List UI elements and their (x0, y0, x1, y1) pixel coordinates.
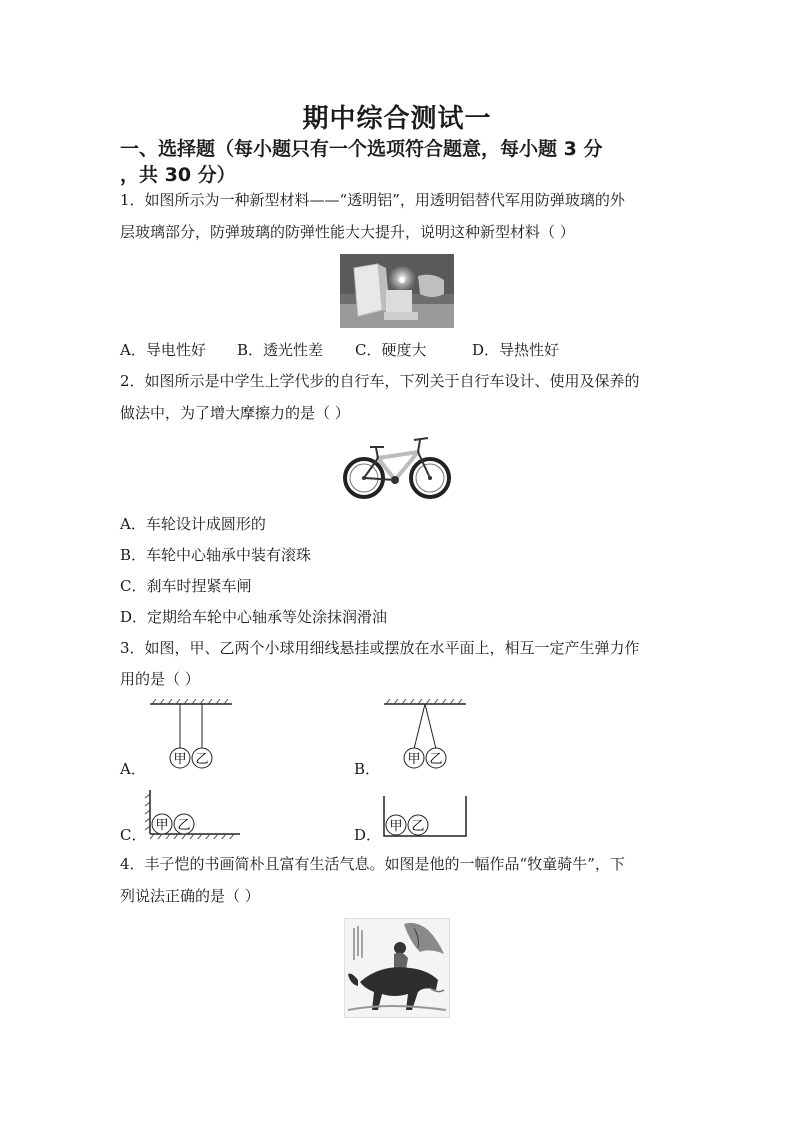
q3-option-d-label[interactable]: D． (354, 826, 382, 844)
q3-d-ball-jia: 甲 (389, 819, 403, 834)
q3-option-c-label[interactable]: C． (120, 826, 147, 844)
q3-stem-line1: 3．如图，甲、乙两个小球用细线悬挂或摆放在水平面上，相互一定产生弹力作 (120, 639, 640, 657)
q3-option-c-diagram (144, 786, 244, 840)
q1-options (120, 340, 680, 360)
q1-stem-line1: 1．如图所示为一种新型材料——“透明铝”，用透明铝替代军用防弹玻璃的外 (120, 191, 625, 209)
q2-option-c[interactable]: C．刹车时捏紧车闸 (120, 577, 252, 595)
q3-b-ball-jia: 甲 (407, 752, 421, 767)
q3-option-d-diagram (378, 794, 472, 840)
q3-option-a-label[interactable]: A． (120, 760, 146, 778)
q3-b-ball-yi: 乙 (429, 752, 443, 767)
q3-stem-line2: 用的是（ ） (120, 670, 200, 688)
q4-painting-herd-boy-riding-ox (344, 918, 450, 1018)
q3-c-ball-yi: 乙 (177, 818, 191, 833)
q1-option-a[interactable]: A．导电性好 (120, 341, 206, 359)
q4-stem-line2: 列说法正确的是（ ） (120, 887, 260, 905)
q3-a-ball-yi: 乙 (195, 752, 209, 767)
q3-option-b-diagram (380, 696, 470, 776)
q1-option-d[interactable]: D．导热性好 (472, 341, 560, 359)
section-heading-line1: 一、选择题（每小题只有一个选项符合题意，每小题 3 分 (120, 138, 603, 160)
q2-stem-line1: 2．如图所示是中学生上学代步的自行车，下列关于自行车设计、使用及保养的 (120, 372, 640, 390)
q1-option-b[interactable]: B．透光性差 (237, 341, 324, 359)
q2-option-d[interactable]: D．定期给车轮中心轴承等处涂抹润滑油 (120, 608, 388, 626)
q2-stem-line2: 做法中，为了增大摩擦力的是（ ） (120, 404, 350, 422)
q3-option-a-diagram (146, 696, 236, 776)
q1-stem-line2: 层玻璃部分，防弹玻璃的防弹性能大大提升，说明这种新型材料（ ） (120, 223, 575, 241)
q2-option-a[interactable]: A．车轮设计成圆形的 (120, 515, 266, 533)
q2-option-b[interactable]: B．车轮中心轴承中装有滚珠 (120, 546, 312, 564)
q1-transparent-aluminum-photo (340, 254, 454, 328)
page-title: 期中综合测试一 (302, 104, 492, 134)
q1-option-c[interactable]: C．硬度大 (355, 341, 427, 359)
q3-option-b-label[interactable]: B． (354, 760, 381, 778)
q3-c-ball-jia: 甲 (155, 818, 169, 833)
q3-d-ball-yi: 乙 (411, 819, 425, 834)
q3-a-ball-jia: 甲 (173, 752, 187, 767)
section-heading-line2: ，共 30 分） (120, 164, 236, 186)
q4-stem-line1: 4．丰子恺的书画简朴且富有生活气息。如图是他的一幅作品“牧童骑牛”，下 (120, 855, 625, 873)
q2-bicycle-photo (340, 432, 454, 502)
